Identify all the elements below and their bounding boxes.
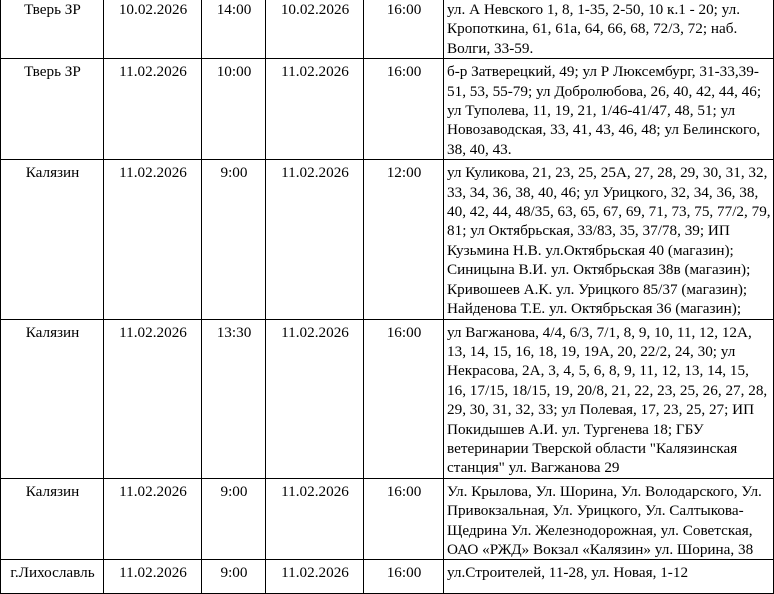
- cell-date-from: 11.02.2026: [104, 560, 202, 594]
- table-row: [1, 319, 774, 478]
- cell-addresses: б-р Затверецкий, 49; ул Р Люксембург, 31-33,39-51, 53, 55-79; ул Добролюбова, 26, 40, 42, 44, 46; ул Туполева, 11, 19, 21, 1/46-41/47, 48, 51; ул Новозаводская, 33, 41, 43, 46, 48; ул Белинского, 38, 40, 43.: [444, 59, 774, 160]
- cell-time-from: 10:00: [202, 59, 266, 160]
- cell-time-from: 9:00: [202, 560, 266, 594]
- table-row: [1, 478, 774, 560]
- cell-date-to: 11.02.2026: [266, 478, 364, 560]
- cell-addresses: Ул. Крылова, Ул. Шорина, Ул. Володарского, Ул. Привокзальная, Ул. Урицкого, Ул. Салтыкова-Щедрина Ул. Железнодорожная, ул. Советская, ОАО «РЖД» Вокзал «Калязин» ул. Шорина, 38: [444, 478, 774, 560]
- cell-addresses: ул Вагжанова, 4/4, 6/3, 7/1, 8, 9, 10, 11, 12, 12А, 13, 14, 15, 16, 18, 19, 19А, 20, 22/2, 24, 30; ул Некрасова, 2А, 3, 4, 5, 6, 8, 9, 11, 12, 13, 14, 15, 16, 17/15, 18/15, 19, 20/8, 21, 22, 23, 25, 26, 27, 28, 29, 30, 31, 32, 33; ул Полевая, 17, 23, 25, 27; ИП Покидышев А.И. ул. Тургенева 18; ГБУ ветеринарии Тверской области "Калязинская станция" ул. Вагжанова 29: [444, 319, 774, 478]
- cell-time-to: 16:00: [364, 560, 444, 594]
- cell-addresses: ул.Строителей, 11-28, ул. Новая, 1-12: [444, 560, 774, 594]
- cell-city: Калязин: [1, 319, 104, 478]
- table-row: [1, 160, 774, 319]
- cell-time-from: 9:00: [202, 160, 266, 319]
- cell-city: Тверь ЗР: [1, 59, 104, 160]
- cell-addresses: ул Куликова, 21, 23, 25, 25А, 27, 28, 29, 30, 31, 32, 33, 34, 36, 38, 40, 46; ул Урицкого, 32, 34, 36, 38, 40, 42, 44, 48/35, 63, 65, 67, 69, 71, 73, 75, 77/2, 79, 81; ул Октябрьская, 33/83, 35, 37/78, 39; ИП Кузьмина Н.В. ул.Октябрьская 40 (магазин); Синицына В.И. ул. Октябрьская 38в (магазин); Кривошеев А.К. ул. Урицкого 85/37 (магазин); Найденова Т.Е. ул. Октябрьская 36 (магазин);: [444, 160, 774, 319]
- cell-time-to: 12:00: [364, 160, 444, 319]
- cell-time-from: 9:00: [202, 478, 266, 560]
- cell-date-to: 11.02.2026: [266, 319, 364, 478]
- cell-time-to: 16:00: [364, 59, 444, 160]
- cell-city: Калязин: [1, 160, 104, 319]
- cell-date-to: 11.02.2026: [266, 59, 364, 160]
- cell-city: Тверь ЗР: [1, 0, 104, 59]
- cell-date-to: 10.02.2026: [266, 0, 364, 59]
- cell-date-from: 11.02.2026: [104, 160, 202, 319]
- cell-date-from: 11.02.2026: [104, 319, 202, 478]
- cell-date-from: 10.02.2026: [104, 0, 202, 59]
- cell-city: Калязин: [1, 478, 104, 560]
- cell-date-from: 11.02.2026: [104, 478, 202, 560]
- cell-date-to: 11.02.2026: [266, 160, 364, 319]
- cell-time-from: 14:00: [202, 0, 266, 59]
- cell-city: г.Лихославль: [1, 560, 104, 594]
- cell-time-to: 16:00: [364, 478, 444, 560]
- cell-date-from: 11.02.2026: [104, 59, 202, 160]
- table-row: [1, 59, 774, 160]
- cell-time-to: 16:00: [364, 0, 444, 59]
- cell-addresses: ул. А Невского 1, 8, 1-35, 2-50, 10 к.1 - 20; ул. Кропоткина, 61, 61а, 64, 66, 68, 72/3, 72; наб. Волги, 33-59.: [444, 0, 774, 59]
- cell-date-to: 11.02.2026: [266, 560, 364, 594]
- cell-time-to: 16:00: [364, 319, 444, 478]
- cell-time-from: 13:30: [202, 319, 266, 478]
- table-row: [1, 560, 774, 594]
- table-row: [1, 0, 774, 59]
